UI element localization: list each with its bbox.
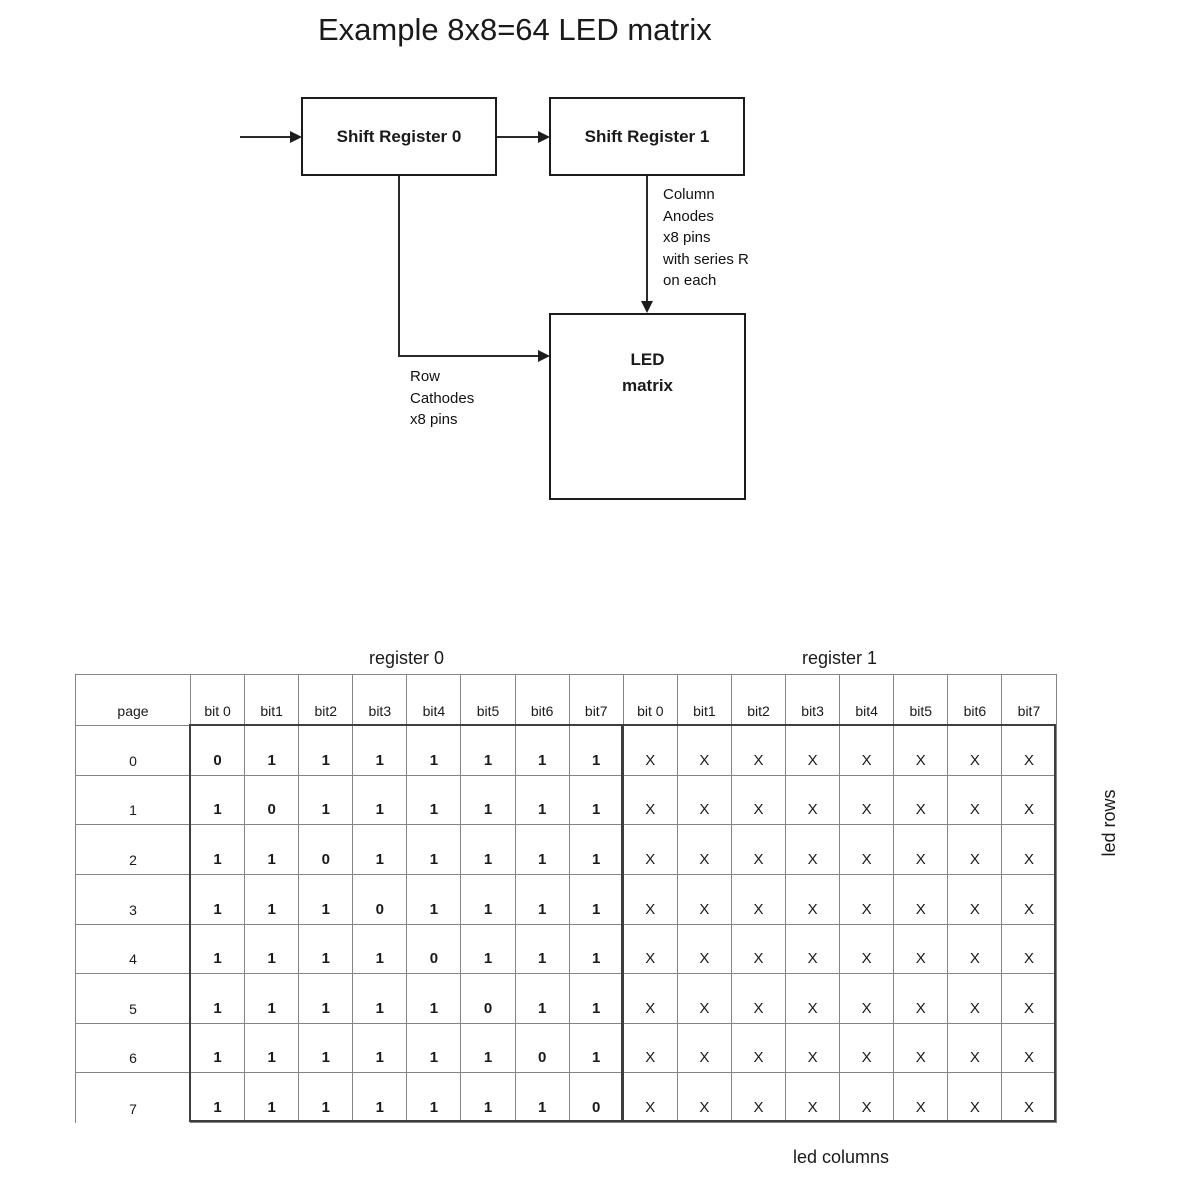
x-cell: X <box>624 925 678 975</box>
bit-cell: 1 <box>353 776 407 826</box>
bit-cell: 1 <box>299 875 353 925</box>
page-cell: 1 <box>76 776 191 826</box>
x-cell: X <box>1002 1024 1056 1074</box>
bit-cell: 1 <box>516 726 570 776</box>
x-cell: X <box>840 1024 894 1074</box>
row-cathodes-label <box>410 366 474 431</box>
matrix-table <box>75 648 1056 1122</box>
x-cell: X <box>948 1024 1002 1074</box>
register-link-line <box>497 136 540 138</box>
bit-cell: 0 <box>570 1073 624 1123</box>
x-cell: X <box>840 825 894 875</box>
x-cell: X <box>678 776 732 826</box>
bit-cell: 1 <box>570 776 624 826</box>
bit-cell: 1 <box>299 1024 353 1074</box>
input-arrow-line <box>240 136 292 138</box>
x-cell: X <box>678 974 732 1024</box>
bit-cell: 1 <box>191 1024 245 1074</box>
x-cell: X <box>624 776 678 826</box>
header-cell-bit: bit4 <box>407 675 461 726</box>
bit-cell: 1 <box>299 925 353 975</box>
x-cell: X <box>840 925 894 975</box>
row-cathodes-vline <box>398 176 400 357</box>
x-cell: X <box>678 1024 732 1074</box>
bit-cell: 1 <box>353 974 407 1024</box>
bit-cell: 1 <box>191 1073 245 1123</box>
bit-cell: 1 <box>245 825 299 875</box>
shift-register-1-label: Shift Register 1 <box>584 126 710 146</box>
x-cell: X <box>1002 726 1056 776</box>
bit-cell: 1 <box>570 726 624 776</box>
bit-cell: 0 <box>461 974 515 1024</box>
x-cell: X <box>732 825 786 875</box>
x-cell: X <box>786 974 840 1024</box>
shift-register-0-box <box>301 97 497 176</box>
x-cell: X <box>732 925 786 975</box>
bit-cell: 0 <box>516 1024 570 1074</box>
x-cell: X <box>732 1073 786 1123</box>
bit-cell: 1 <box>461 825 515 875</box>
column-anodes-label-line: Anodes <box>663 207 714 225</box>
x-cell: X <box>1002 776 1056 826</box>
x-cell: X <box>786 1073 840 1123</box>
header-cell-bit: bit6 <box>948 675 1002 726</box>
bit-cell: 1 <box>461 875 515 925</box>
column-anodes-label-line: with series R <box>663 250 749 268</box>
bit-cell: 1 <box>245 1073 299 1123</box>
x-cell: X <box>624 1024 678 1074</box>
x-cell: X <box>732 974 786 1024</box>
bit-cell: 1 <box>299 974 353 1024</box>
x-cell: X <box>678 825 732 875</box>
bit-cell: 1 <box>353 825 407 875</box>
page-cell: 3 <box>76 875 191 925</box>
bit-cell: 1 <box>245 925 299 975</box>
x-cell: X <box>948 825 1002 875</box>
bit-cell: 1 <box>353 1024 407 1074</box>
register-0-label: register 0 <box>368 648 445 668</box>
bit-cell: 1 <box>461 1024 515 1074</box>
x-cell: X <box>948 726 1002 776</box>
x-cell: X <box>786 875 840 925</box>
bit-cell: 1 <box>516 974 570 1024</box>
page-cell: 2 <box>76 825 191 875</box>
x-cell: X <box>732 726 786 776</box>
x-cell: X <box>840 875 894 925</box>
column-anodes-label-line: Column <box>663 186 715 203</box>
header-cell-bit: bit 0 <box>191 675 245 726</box>
led-matrix-label <box>551 315 744 399</box>
column-anodes-arrowhead-icon <box>641 301 653 313</box>
bit-cell: 1 <box>516 925 570 975</box>
x-cell: X <box>894 776 948 826</box>
x-cell: X <box>948 974 1002 1024</box>
led-matrix-label-line2: matrix <box>621 376 674 395</box>
bit-cell: 1 <box>461 776 515 826</box>
row-cathodes-label-line: x8 pins <box>410 411 458 428</box>
x-cell: X <box>624 825 678 875</box>
x-cell: X <box>678 726 732 776</box>
bit-cell: 1 <box>191 974 245 1024</box>
bit-cell: 1 <box>191 776 245 826</box>
x-cell: X <box>678 1073 732 1123</box>
bit-cell: 1 <box>299 1073 353 1123</box>
x-cell: X <box>1002 825 1056 875</box>
bit-cell: 1 <box>407 974 461 1024</box>
page-cell: 5 <box>76 974 191 1024</box>
led-matrix-box <box>549 313 746 500</box>
shift-register-1-box <box>549 97 745 176</box>
bit-cell: 1 <box>407 1024 461 1074</box>
bit-cell: 1 <box>570 875 624 925</box>
x-cell: X <box>948 776 1002 826</box>
bit-cell: 1 <box>407 726 461 776</box>
x-cell: X <box>624 1073 678 1123</box>
x-cell: X <box>624 974 678 1024</box>
led-columns-label: led columns <box>792 1147 890 1167</box>
x-cell: X <box>894 726 948 776</box>
bit-cell: 1 <box>407 776 461 826</box>
x-cell: X <box>1002 925 1056 975</box>
bit-cell: 1 <box>461 1073 515 1123</box>
bit-cell: 1 <box>407 1073 461 1123</box>
x-cell: X <box>894 1024 948 1074</box>
x-cell: X <box>1002 1073 1056 1123</box>
bit-cell: 0 <box>191 726 245 776</box>
x-cell: X <box>786 825 840 875</box>
x-cell: X <box>894 825 948 875</box>
x-cell: X <box>948 925 1002 975</box>
header-cell-bit: bit2 <box>732 675 786 726</box>
row-cathodes-label-line: Row <box>410 368 441 385</box>
bit-cell: 1 <box>299 726 353 776</box>
header-cell-bit: bit3 <box>786 675 840 726</box>
header-cell-bit: bit1 <box>245 675 299 726</box>
bit-cell: 1 <box>516 825 570 875</box>
bit-cell: 1 <box>245 1024 299 1074</box>
x-cell: X <box>732 875 786 925</box>
bit-cell: 1 <box>570 825 624 875</box>
page-cell: 7 <box>76 1073 191 1123</box>
bit-cell: 1 <box>353 726 407 776</box>
bit-cell: 1 <box>245 875 299 925</box>
bit-cell: 1 <box>407 825 461 875</box>
x-cell: X <box>840 974 894 1024</box>
matrix-grid <box>75 674 1057 1123</box>
header-cell-bit: bit2 <box>299 675 353 726</box>
x-cell: X <box>894 974 948 1024</box>
page-cell: 4 <box>76 925 191 975</box>
header-cell-bit: bit5 <box>894 675 948 726</box>
bit-cell: 1 <box>299 776 353 826</box>
bit-cell: 1 <box>191 825 245 875</box>
column-anodes-label-line: x8 pins <box>663 229 711 246</box>
x-cell: X <box>840 776 894 826</box>
header-cell-bit: bit6 <box>516 675 570 726</box>
page-title: Example 8x8=64 LED matrix <box>318 12 712 47</box>
header-cell-bit: bit4 <box>840 675 894 726</box>
bit-cell: 1 <box>191 875 245 925</box>
column-anodes-label <box>663 184 749 292</box>
bit-cell: 1 <box>245 974 299 1024</box>
x-cell: X <box>678 925 732 975</box>
column-anodes-line <box>646 176 648 302</box>
x-cell: X <box>840 1073 894 1123</box>
page-cell: 6 <box>76 1024 191 1074</box>
bit-cell: 1 <box>353 1073 407 1123</box>
bit-cell: 1 <box>516 776 570 826</box>
bit-cell: 0 <box>353 875 407 925</box>
x-cell: X <box>1002 875 1056 925</box>
header-cell-bit: bit1 <box>678 675 732 726</box>
bit-cell: 1 <box>570 1024 624 1074</box>
bit-cell: 1 <box>516 875 570 925</box>
bit-cell: 1 <box>570 925 624 975</box>
x-cell: X <box>786 776 840 826</box>
bit-cell: 1 <box>245 726 299 776</box>
header-cell-page: page <box>76 675 191 726</box>
bit-cell: 0 <box>245 776 299 826</box>
x-cell: X <box>894 925 948 975</box>
header-cell-bit: bit5 <box>461 675 515 726</box>
header-cell-bit: bit3 <box>353 675 407 726</box>
x-cell: X <box>678 875 732 925</box>
x-cell: X <box>786 726 840 776</box>
bit-cell: 1 <box>191 925 245 975</box>
shift-register-0-label: Shift Register 0 <box>336 126 462 146</box>
header-cell-bit: bit 0 <box>624 675 678 726</box>
bit-cell: 0 <box>407 925 461 975</box>
header-cell-bit: bit7 <box>570 675 624 726</box>
x-cell: X <box>894 1073 948 1123</box>
x-cell: X <box>1002 974 1056 1024</box>
x-cell: X <box>624 875 678 925</box>
x-cell: X <box>786 925 840 975</box>
led-matrix-label-line1: LED <box>630 350 665 369</box>
led-rows-label: led rows <box>1099 789 1119 857</box>
bit-cell: 1 <box>461 726 515 776</box>
x-cell: X <box>948 1073 1002 1123</box>
x-cell: X <box>840 726 894 776</box>
x-cell: X <box>948 875 1002 925</box>
row-cathodes-hline <box>398 355 539 357</box>
bit-cell: 0 <box>299 825 353 875</box>
column-anodes-label-line: on each <box>663 272 717 289</box>
bit-cell: 1 <box>570 974 624 1024</box>
bit-cell: 1 <box>461 925 515 975</box>
bit-cell: 1 <box>516 1073 570 1123</box>
x-cell: X <box>786 1024 840 1074</box>
bit-cell: 1 <box>407 875 461 925</box>
x-cell: X <box>732 776 786 826</box>
register-1-label: register 1 <box>801 648 878 668</box>
x-cell: X <box>894 875 948 925</box>
row-cathodes-label-line: Cathodes <box>410 389 475 407</box>
header-cell-bit: bit7 <box>1002 675 1056 726</box>
page-cell: 0 <box>76 726 191 776</box>
x-cell: X <box>624 726 678 776</box>
bit-cell: 1 <box>353 925 407 975</box>
x-cell: X <box>732 1024 786 1074</box>
